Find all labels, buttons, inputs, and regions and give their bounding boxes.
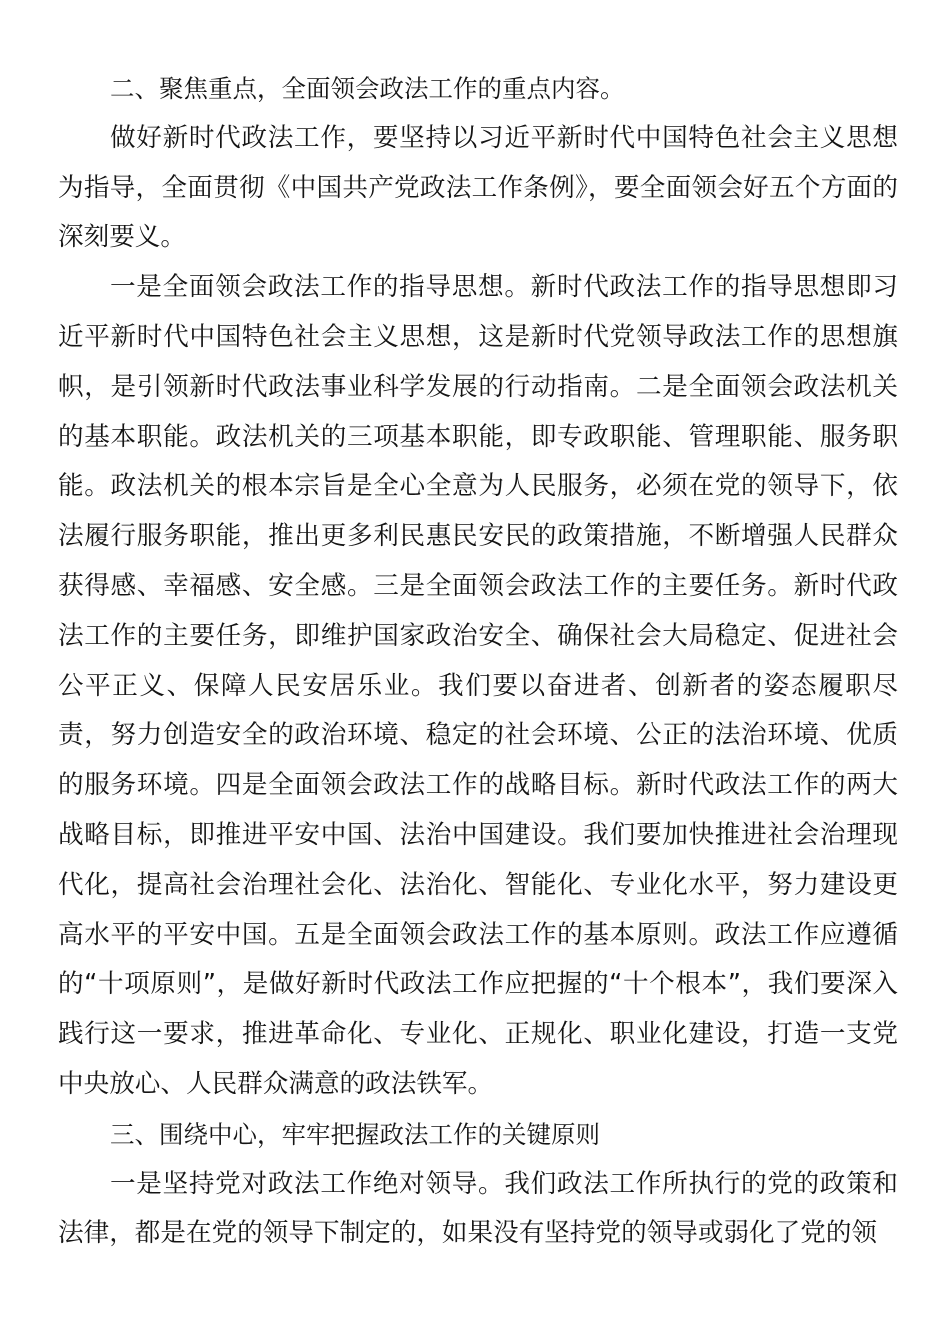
body-paragraph-party-leadership: 一是坚持党对政法工作绝对领导。我们政法工作所执行的党的政策和法律，都是在党的领导下制定的，如果没有坚持党的领导或弱化了党的领 <box>58 1168 898 1249</box>
section-heading-two: 二、聚焦重点，全面领会政法工作的重点内容。 <box>110 74 625 103</box>
section-heading-three: 三、围绕中心，牢牢把握政法工作的关键原则 <box>110 1119 600 1149</box>
body-paragraph-five-aspects: 一是全面领会政法工作的指导思想。新时代政法工作的指导思想即习近平新时代中国特色社会主义思想，这是新时代党领导政法工作的思想旗帜，是引领新时代政法事业科学发展的行动指南。二是全面领会政法机关的基本职能。政法机关的三项基本职能，即专政职能、管理职能、服务职能。政法机关的根本宗旨是全心全意为人民服务，必须在党的领导下，依法履行服务职能，推出更多利民惠民安民的政策措施，不断增强人民群众获得感、幸福感、安全感。三是全面领会政法工作的主要任务。新时代政法工作的主要任务，即维护国家政治安全、确保社会大局稳定、促进社会公平正义、保障人民安居乐业。我们要以奋进者、创新者的姿态履职尽责，努力创造安全的政治环境、稳定的社会环境、公正的法治环境、优质的服务环境。四是全面领会政法工作的战略目标。新时代政法工作的两大战略目标，即推进平安中国、法治中国建设。我们要加快推进社会治理现代化，提高社会治理社会化、法治化、智能化、专业化水平，努力建设更高水平的平安中国。五是全面领会政法工作的基本原则。政法工作应遵循的“十项原则”，是做好新时代政法工作应把握的“十个根本”，我们要深入践行这一要求，推进革命化、专业化、正规化、职业化建设，打造一支党中央放心、人民群众满意的政法铁军。 <box>58 272 898 1099</box>
document-page <box>58 64 898 1259</box>
body-paragraph-intro: 做好新时代政法工作，要坚持以习近平新时代中国特色社会主义思想为指导，全面贯彻《中国共产党政法工作条例》，要全面领会好五个方面的深刻要义。 <box>58 122 898 253</box>
